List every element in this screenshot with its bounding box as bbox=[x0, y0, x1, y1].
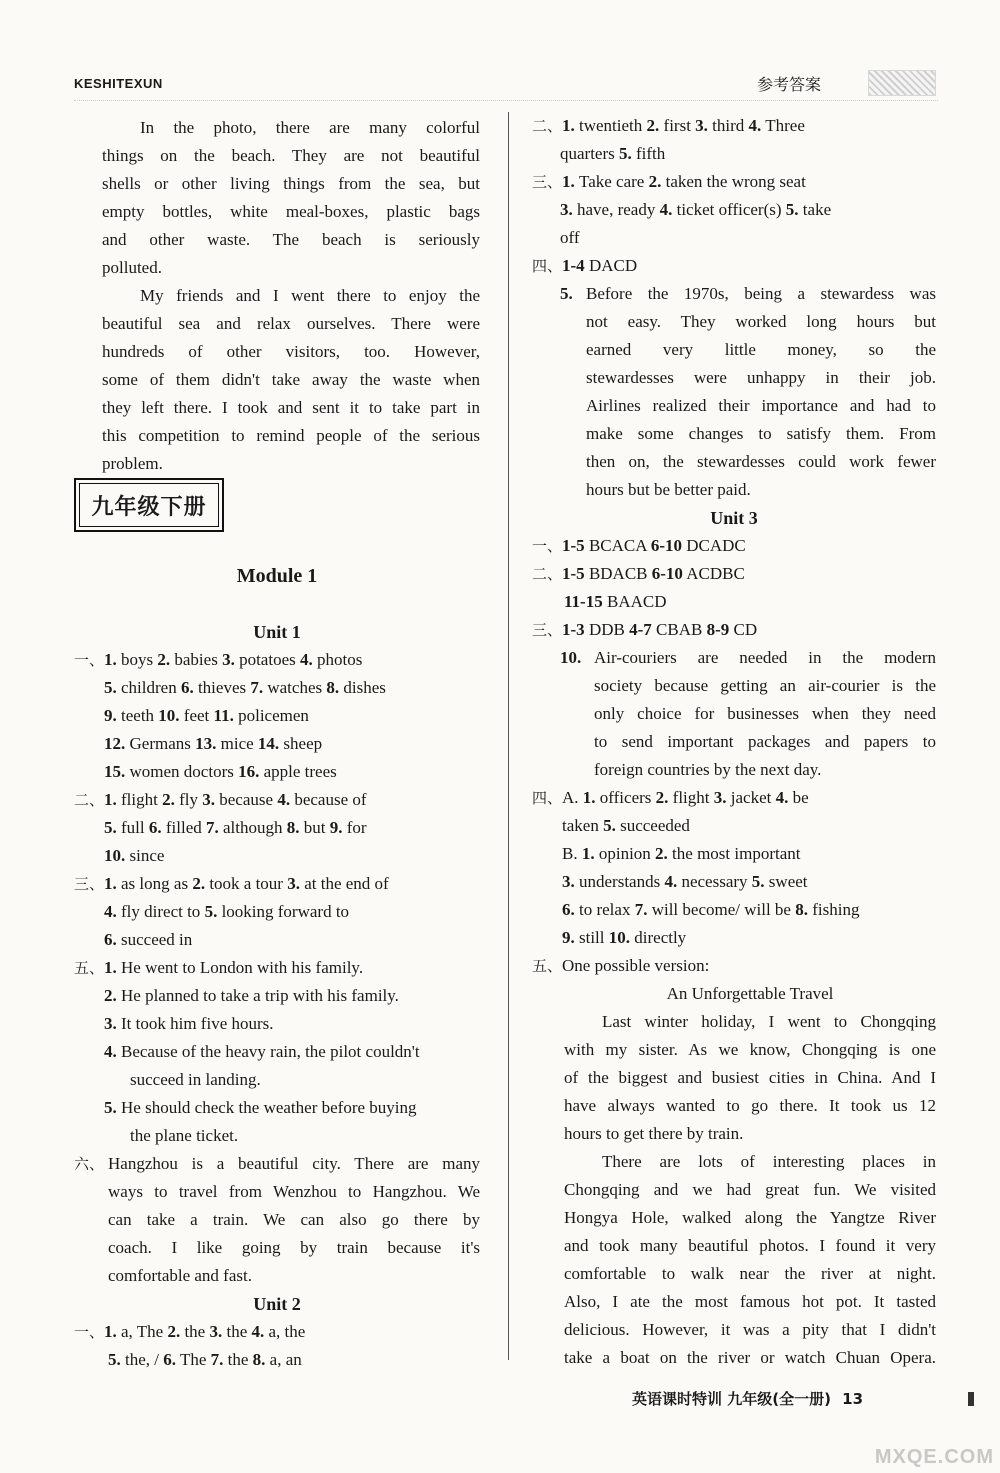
answer-line: 二、1. flight 2. fly 3. because 4. because of bbox=[74, 790, 367, 809]
essay-line: have always wanted to go there. It took us 12 bbox=[564, 1096, 936, 1115]
essay-line: delicious. However, it was a pity that I didn't bbox=[564, 1320, 936, 1339]
answer-line: taken 5. succeeded bbox=[562, 816, 690, 835]
answer-line: 五、1. He went to London with his family. bbox=[74, 958, 364, 977]
answer-line: 3. It took him five hours. bbox=[104, 1014, 274, 1033]
answer-line: 15. women doctors 16. apple trees bbox=[104, 762, 337, 781]
volume-stamp-label: 九年级下册 bbox=[79, 483, 219, 527]
essay-line: this competition to remind people of the serious bbox=[102, 426, 480, 445]
header-brand: KESHITEXUN bbox=[74, 76, 163, 91]
essay-line: Chongqing and we had great fun. We visited bbox=[564, 1180, 936, 1199]
watermark: MXQE.COM bbox=[874, 1446, 994, 1468]
answer-line: only choice for businesses when they need bbox=[594, 704, 936, 723]
answer-line: 9. teeth 10. feet 11. policemen bbox=[104, 706, 309, 725]
essay-line: My friends and I went there to enjoy the bbox=[140, 286, 480, 305]
answer-line: 6. to relax 7. will become/ will be 8. fishing bbox=[562, 900, 860, 919]
answer-line: Airlines realized their importance and had to bbox=[586, 396, 936, 415]
answer-line: Before the 1970s, being a stewardess was bbox=[586, 284, 936, 303]
answer-line: B. 1. opinion 2. the most important bbox=[562, 844, 801, 863]
answer-line: can take a train. We can also go there by bbox=[108, 1210, 480, 1229]
answer-line: not easy. They worked long hours but bbox=[586, 312, 936, 331]
answer-line: comfortable and fast. bbox=[108, 1266, 252, 1285]
essay-line: problem. bbox=[102, 454, 163, 473]
essay-line: things on the beach. They are not beautiful bbox=[102, 146, 480, 165]
answer-line: foreign countries by the next day. bbox=[594, 760, 822, 779]
essay-line: they left there. I took and sent it to take part in bbox=[102, 398, 480, 417]
answer-line: earned very little money, so the bbox=[586, 340, 936, 359]
answer-line: 3. understands 4. necessary 5. sweet bbox=[562, 872, 808, 891]
answer-line: stewardesses were unhappy in their job. bbox=[586, 368, 936, 387]
answer-line: 5. children 6. thieves 7. watches 8. dishes bbox=[104, 678, 386, 697]
answer-line: 一、1. a, The 2. the 3. the 4. a, the bbox=[74, 1322, 306, 1341]
page-number: 13 bbox=[842, 1390, 864, 1408]
essay-line: take a boat on the river or watch Chuan Opera. bbox=[564, 1348, 936, 1367]
answer-line: 5. He should check the weather before buying bbox=[104, 1098, 417, 1117]
answer-line: 三、1-3 DDB 4-7 CBAB 8-9 CD bbox=[532, 620, 758, 639]
answer-number: 10. bbox=[560, 648, 582, 667]
footer-mark bbox=[968, 1392, 974, 1406]
answer-line: ways to travel from Wenzhou to Hangzhou. We bbox=[108, 1182, 480, 1201]
answer-line: succeed in landing. bbox=[130, 1070, 261, 1089]
answer-line: 二、1-5 BDACB 6-10 ACDBC bbox=[532, 564, 745, 583]
essay-line: of the biggest and busiest cities in China. And I bbox=[564, 1068, 936, 1087]
header-section-title: 参考答案 bbox=[757, 75, 822, 94]
footer bbox=[632, 1388, 863, 1409]
answer-number: 5. bbox=[560, 284, 573, 303]
essay-line: comfortable to walk near the river at night. bbox=[564, 1264, 936, 1283]
answer-line: coach. I like going by train because it's bbox=[108, 1238, 480, 1257]
header-decoration bbox=[868, 70, 936, 96]
answer-line: the plane ticket. bbox=[130, 1126, 239, 1145]
answer-line: off bbox=[560, 228, 580, 247]
answer-line: 2. He planned to take a trip with his family. bbox=[104, 986, 399, 1005]
unit-2-title: Unit 2 bbox=[253, 1294, 301, 1314]
answer-line: 9. still 10. directly bbox=[562, 928, 687, 947]
unit-3-title: Unit 3 bbox=[710, 508, 758, 528]
header-rule bbox=[74, 100, 938, 101]
module-title: Module 1 bbox=[236, 565, 318, 587]
essay-line: Last winter holiday, I went to Chongqing bbox=[602, 1012, 936, 1031]
answer-line: 二、1. twentieth 2. first 3. third 4. Three bbox=[532, 116, 805, 135]
essay-line: hours to get there by train. bbox=[564, 1124, 744, 1143]
answer-line: then on, the stewardesses could work fewer bbox=[586, 452, 936, 471]
essay-line: and other waste. The beach is seriously bbox=[102, 230, 480, 249]
essay-line: Also, I ate the most famous hot pot. It tasted bbox=[564, 1292, 936, 1311]
answer-line: 三、1. as long as 2. took a tour 3. at the end of bbox=[74, 874, 389, 893]
answer-line: 11-15 BAACD bbox=[564, 592, 667, 611]
answer-line: 四、1-4 DACD bbox=[532, 256, 638, 275]
essay-line: and took many beautiful photos. I found it very bbox=[564, 1236, 936, 1255]
answer-line: 三、1. Take care 2. taken the wrong seat bbox=[532, 172, 806, 191]
essay-line: beautiful sea and relax ourselves. There were bbox=[102, 314, 480, 333]
essay-line: with my sister. As we know, Chongqing is one bbox=[564, 1040, 936, 1059]
answer-line: 四、A. 1. officers 2. flight 3. jacket 4. be bbox=[532, 788, 809, 807]
essay-title: An Unforgettable Travel bbox=[666, 984, 834, 1003]
essay-line: In the photo, there are many colorful bbox=[140, 118, 480, 137]
essay-line: polluted. bbox=[102, 258, 162, 277]
answer-line: Hangzhou is a beautiful city. There are many bbox=[108, 1154, 480, 1173]
unit-1-title: Unit 1 bbox=[253, 622, 301, 642]
answer-line: 12. Germans 13. mice 14. sheep bbox=[104, 734, 323, 753]
answer-line: 3. have, ready 4. ticket officer(s) 5. take bbox=[560, 200, 832, 219]
answer-line: quarters 5. fifth bbox=[560, 144, 666, 163]
answer-line: 5. the, / 6. The 7. the 8. a, an bbox=[108, 1350, 302, 1369]
answer-line: make some changes to satisfy them. From bbox=[586, 424, 936, 443]
essay-line: some of them didn't take away the waste when bbox=[102, 370, 480, 389]
answer-line: 一、1. boys 2. babies 3. potatoes 4. photos bbox=[74, 650, 363, 669]
volume-stamp bbox=[74, 478, 224, 532]
essay-line: shells or other living things from the sea, but bbox=[102, 174, 480, 193]
answer-line: 4. Because of the heavy rain, the pilot couldn't bbox=[104, 1042, 420, 1061]
answer-line: hours but be better paid. bbox=[586, 480, 751, 499]
answer-line: 5. full 6. filled 7. although 8. but 9. for bbox=[104, 818, 367, 837]
column-divider bbox=[508, 112, 509, 1360]
answer-line: 10. since bbox=[104, 846, 165, 865]
answer-line: 一、1-5 BCACA 6-10 DCADC bbox=[532, 536, 746, 555]
section-label: 六、 bbox=[74, 1155, 105, 1173]
footer-book-title: 英语课时特训 九年级(全一册) bbox=[632, 1390, 831, 1408]
essay-line: There are lots of interesting places in bbox=[602, 1152, 936, 1171]
essay-line: empty bottles, white meal-boxes, plastic bags bbox=[102, 202, 480, 221]
answer-line: society because getting an air-courier is the bbox=[594, 676, 936, 695]
essay-line: Hongya Hole, walked along the Yangtze River bbox=[564, 1208, 936, 1227]
answer-line: 6. succeed in bbox=[104, 930, 193, 949]
answer-line: Air-couriers are needed in the modern bbox=[594, 648, 936, 667]
answer-line: 4. fly direct to 5. looking forward to bbox=[104, 902, 350, 921]
essay-line: hundreds of other visitors, too. However, bbox=[102, 342, 480, 361]
answer-line: 五、One possible version: bbox=[532, 956, 710, 975]
answer-line: to send important packages and papers to bbox=[594, 732, 936, 751]
